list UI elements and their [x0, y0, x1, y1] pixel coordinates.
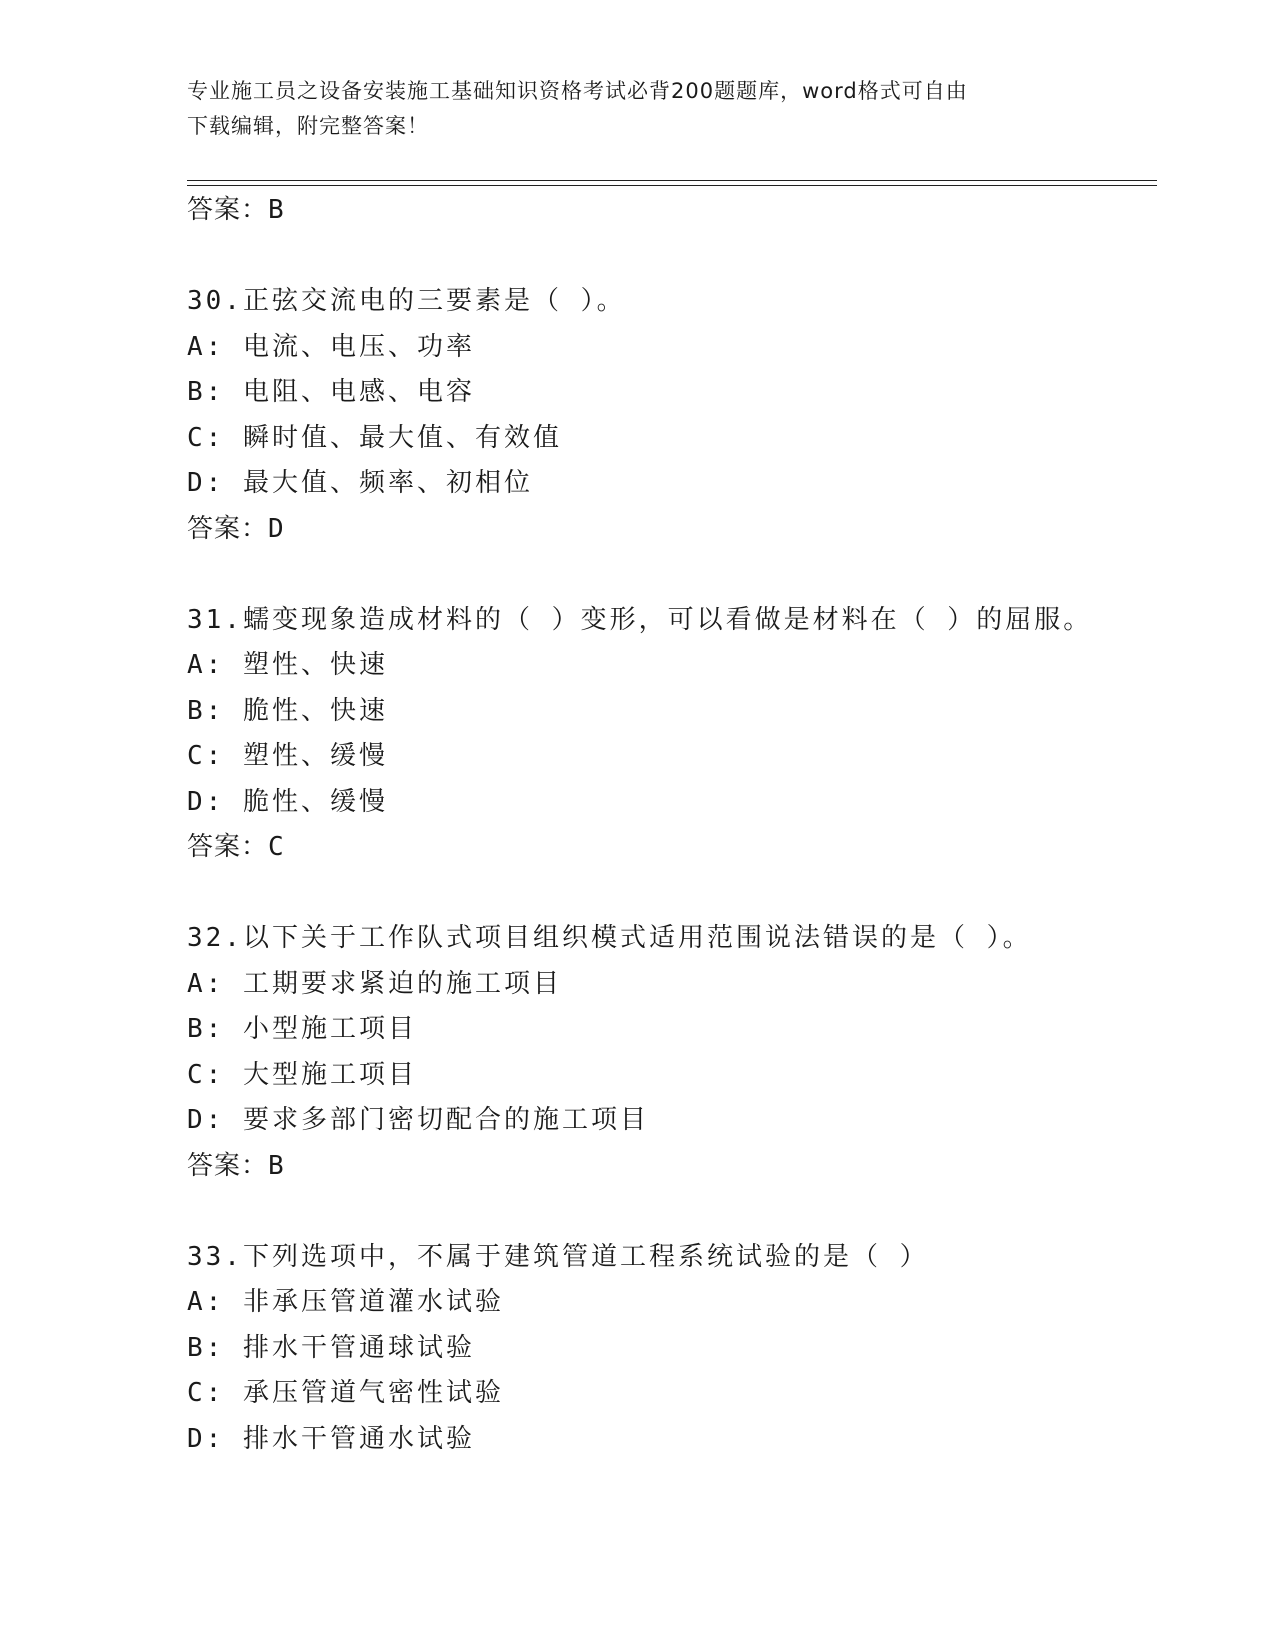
question-block	[187, 1235, 1147, 1463]
question-block	[187, 598, 1147, 871]
option-c: C: 塑性、缓慢	[187, 741, 388, 771]
question-block	[187, 279, 1147, 552]
option-a: A: 电流、电压、功率	[187, 331, 475, 362]
header-divider-top	[187, 180, 1157, 181]
option-b: B: 排水干管通球试验	[187, 1332, 475, 1363]
option-d: D: 要求多部门密切配合的施工项目	[187, 1105, 649, 1135]
question-answer	[187, 1144, 1147, 1190]
question-answer	[187, 507, 1147, 553]
answer-label: 答案：	[187, 832, 269, 862]
question-answer	[187, 825, 1147, 871]
question-block	[187, 916, 1147, 1189]
option-d: D: 排水干管通水试验	[187, 1423, 475, 1454]
header-divider-bottom	[187, 185, 1157, 186]
option-a: A: 非承压管道灌水试验	[187, 1287, 504, 1317]
option-a: A: 工期要求紧迫的施工项目	[187, 968, 562, 999]
answer-label: 答案：	[187, 513, 269, 544]
document-header	[187, 74, 1067, 144]
previous-answer	[187, 188, 1147, 234]
option-b: B: 电阻、电感、电容	[187, 377, 475, 407]
question-list	[187, 188, 1147, 1462]
answer-value: B	[268, 195, 285, 225]
answer-value: D	[268, 513, 285, 544]
answer-label: 答案：	[187, 195, 269, 225]
answer-label: 答案：	[187, 1150, 269, 1181]
answer-value: B	[268, 1150, 285, 1181]
question-stem: 33.下列选项中，不属于建筑管道工程系统试验的是（ ）	[187, 1241, 929, 1272]
option-d: D: 脆性、缓慢	[187, 786, 388, 817]
answer-value: C	[268, 832, 285, 862]
header-line-2: 下载编辑，附完整答案！	[187, 114, 429, 138]
option-a: A: 塑性、快速	[187, 650, 388, 680]
question-stem: 32.以下关于工作队式项目组织模式适用范围说法错误的是（ ）。	[187, 923, 1032, 953]
header-line-1: 专业施工员之设备安装施工基础知识资格考试必背200题题库，word格式可自由	[187, 79, 968, 103]
question-stem: 31.蠕变现象造成材料的（ ）变形，可以看做是材料在（ ）的屈服。	[187, 604, 1093, 635]
option-b: B: 小型施工项目	[187, 1014, 417, 1044]
option-b: B: 脆性、快速	[187, 695, 388, 726]
question-stem: 30.正弦交流电的三要素是（ ）。	[187, 286, 626, 316]
option-d: D: 最大值、频率、初相位	[187, 468, 533, 498]
option-c: C: 大型施工项目	[187, 1059, 417, 1090]
option-c: C: 承压管道气密性试验	[187, 1378, 504, 1408]
option-c: C: 瞬时值、最大值、有效值	[187, 422, 562, 453]
